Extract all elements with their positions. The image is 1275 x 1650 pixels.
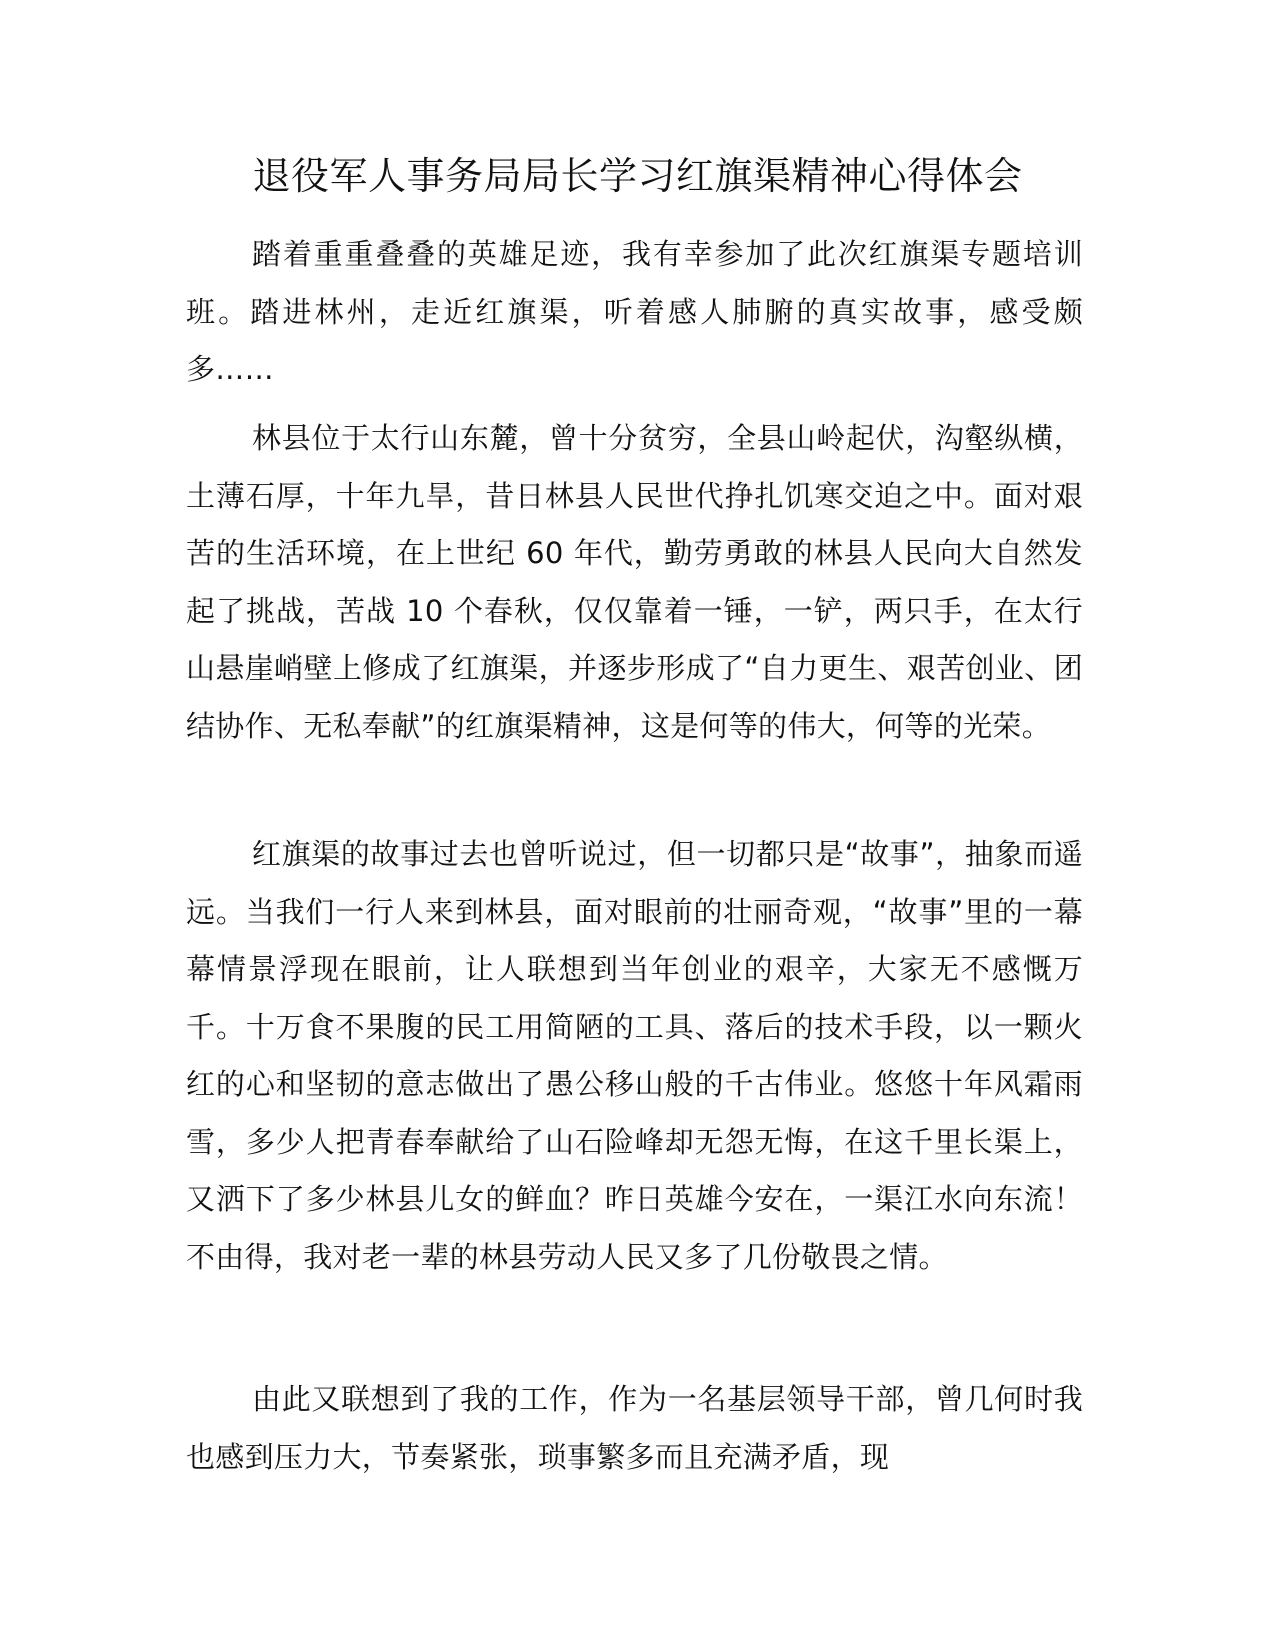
- paragraph-2: 林县位于太行山东麓，曾十分贫穷，全县山岭起伏，沟壑纵横，土薄石厚，十年九旱，昔日林县人民世代挣扎饥寒交迫之中。面对艰苦的生活环境，在上世纪 60 年代，勤劳勇敢的林县人民向大自然发起了挑战，苦战 10 个春秋，仅仅靠着一锤，一铲，两只手，在太行山悬崖峭壁上修成了红旗渠，并逐步形成了“自力更生、艰苦创业、团结协作、无私奉献”的红旗渠精神，这是何等的伟大，何等的光荣。: [186, 421, 1083, 743]
- paragraph-3: 红旗渠的故事过去也曾听说过，但一切都只是“故事”，抽象而遥远。当我们一行人来到林县，面对眼前的壮丽奇观，“故事”里的一幕幕情景浮现在眼前，让人联想到当年创业的艰辛，大家无不感慨万千。十万食不果腹的民工用简陋的工具、落后的技术手段，以一颗火红的心和坚韧的意志做出了愚公移山般的千古伟业。悠悠十年风霜雨雪，多少人把青春奉献给了山石险峰却无怨无悔，在这千里长渠上，又洒下了多少林县儿女的鲜血？昨日英雄今安在，一渠江水向东流！不由得，我对老一辈的林县劳动人民又多了几份敬畏之情。: [186, 837, 1083, 1274]
- document-title: 退役军人事务局局长学习红旗渠精神心得体会: [252, 154, 1023, 198]
- paragraph-4: 由此又联想到了我的工作，作为一名基层领导干部，曾几何时我也感到压力大，节奏紧张，琐事繁多而且充满矛盾，现: [186, 1382, 1083, 1474]
- paragraph-1: 踏着重重叠叠的英雄足迹，我有幸参加了此次红旗渠专题培训班。踏进林州，走近红旗渠，听着感人肺腑的真实故事，感受颇多……: [186, 237, 1083, 386]
